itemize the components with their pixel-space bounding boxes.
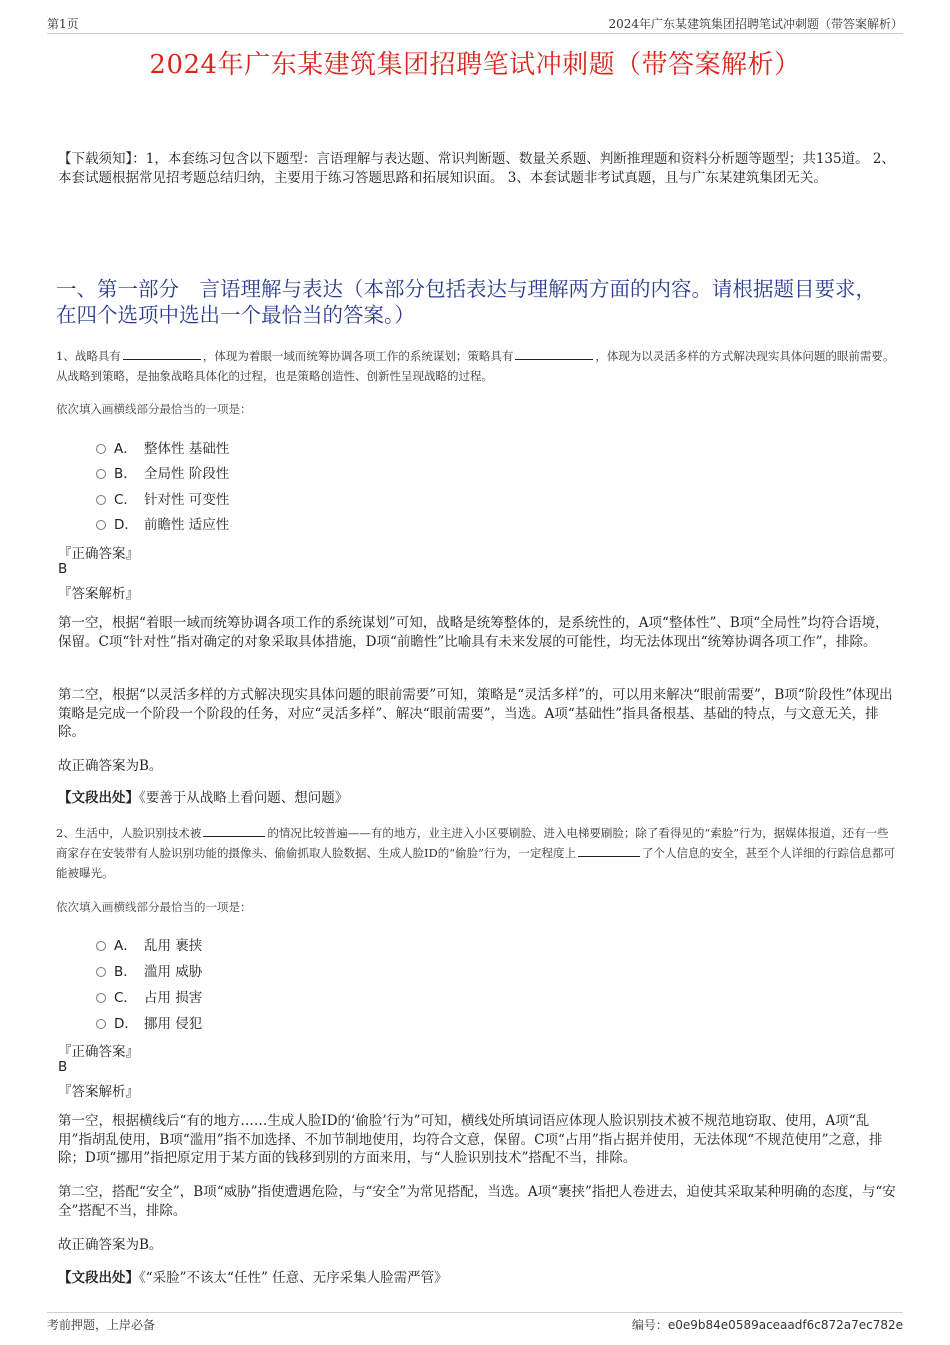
radio-icon[interactable]	[96, 469, 106, 479]
question-2-option-d[interactable]: D． 挪用 侵犯	[96, 1012, 202, 1032]
question-1-option-c[interactable]: C． 针对性 可变性	[96, 488, 229, 508]
answer-value: B	[58, 1059, 68, 1075]
question-2-option-a[interactable]: A． 乱用 裹挟	[96, 934, 202, 954]
footer-slogan: 考前押题，上岸必备	[47, 1318, 156, 1332]
fill-blank	[203, 824, 265, 837]
analysis-conclusion: 故正确答案为B。	[58, 758, 163, 774]
radio-icon[interactable]	[96, 941, 106, 951]
analysis-conclusion: 故正确答案为B。	[58, 1237, 163, 1253]
fill-blank	[578, 844, 640, 857]
text-source: 【文段出处】《“采脸”不该太“任性” 任意、无序采集人脸需严管》	[58, 1270, 448, 1286]
radio-icon[interactable]	[96, 1019, 106, 1029]
radio-icon[interactable]	[96, 967, 106, 977]
question-1-option-d[interactable]: D． 前瞻性 适应性	[96, 513, 229, 533]
document-title: 2024年广东某建筑集团招聘笔试冲刺题（带答案解析）	[149, 50, 801, 80]
analysis-paragraph: 第二空，根据“以灵活多样的方式解决现实具体问题的眼前需要”可知，策略是“灵活多样”的，可以用来解决“眼前需要”，B项“阶段性”体现出策略是完成一个阶段一个阶段的任务，对应“灵活多样”、解决“眼前需要”，当选。A项“基础性”指具备根基、基础的特点，与文意无关，排除。	[58, 687, 893, 740]
analysis-label: 『答案解析』	[58, 586, 139, 602]
answer-value: B	[58, 561, 68, 577]
text-source: 【文段出处】《要善于从战略上看问题、想问题》	[58, 790, 349, 806]
page-number: 第1页	[47, 17, 79, 31]
question-1-option-a[interactable]: A． 整体性 基础性	[96, 437, 229, 457]
analysis-paragraph: 第二空，搭配“安全”，B项“威胁”指使遭遇危险，与“安全”为常见搭配，当选。A项“裹挟”指把人卷进去，迫使其采取某种明确的态度，与“安全”搭配不当，排除。	[58, 1184, 896, 1219]
page-footer	[47, 1312, 903, 1333]
download-notice: 【下载须知】：1，本套练习包含以下题型：言语理解与表达题、常识判断题、数量关系题、判断推理题和资料分析题等题型；共135道。 2、本套试题根据常见招考题总结归纳，主要用于练习答题思路和拓展知识面。 3、本套试题非考试真题，且与广东某建筑集团无关。	[58, 151, 895, 186]
page-header	[47, 13, 903, 34]
question-1-stem: 1、战略具有 ，体现为着眼一域而统筹协调各项工作的系统谋划；策略具有 ，体现为以灵活多样的方式解决现实具体问题的眼前需要。从战略到策略，是抽象战略具体化的过程，也是策略创造性、创新性呈现战略的过程。	[56, 349, 895, 383]
answer-label: 『正确答案』	[58, 546, 139, 562]
footer-code: 编号：e0e9b84e0589aceaadf6c872a7ec782e	[631, 1318, 903, 1332]
radio-icon[interactable]	[96, 444, 106, 454]
analysis-paragraph: 第一空，根据横线后“有的地方……生成人脸ID的‘偷脸’行为”可知，横线处所填词语应体现人脸识别技术被不规范地窃取、使用，A项“乱用”指胡乱使用，B项“滥用”指不加选择、不加节制地使用，均符合文意，保留。C项“占用”指占据并使用，无法体现“不规范使用”之意，排除；D项“挪用”指把原定用于某方面的钱移到别的方面来用，与“人脸识别技术”搭配不当，排除。	[58, 1113, 883, 1166]
section-heading: 一、第一部分 言语理解与表达（本部分包括表达与理解两方面的内容。请根据题目要求，在四个选项中选出一个最恰当的答案。）	[56, 277, 876, 327]
question-1-option-b[interactable]: B． 全局性 阶段性	[96, 462, 229, 482]
radio-icon[interactable]	[96, 495, 106, 505]
question-1-prompt: 依次填入画横线部分最恰当的一项是：	[56, 402, 252, 416]
analysis-paragraph: 第一空，根据“着眼一域而统筹协调各项工作的系统谋划”可知，战略是统筹整体的，是系统性的，A项“整体性”、B项“全局性”均符合语境，保留。C项“针对性”指对确定的对象采取具体措施，D项“前瞻性”比喻具有未来发展的可能性，均无法体现出“统筹协调各项工作”，排除。	[58, 615, 889, 650]
question-2-option-b[interactable]: B． 滥用 威胁	[96, 960, 202, 980]
radio-icon[interactable]	[96, 993, 106, 1003]
fill-blank	[123, 347, 201, 360]
answer-label: 『正确答案』	[58, 1044, 139, 1060]
question-2-option-c[interactable]: C． 占用 损害	[96, 986, 202, 1006]
question-2-prompt: 依次填入画横线部分最恰当的一项是：	[56, 900, 252, 914]
question-2-stem: 2、生活中，人脸识别技术被 的情况比较普遍——有的地方，业主进入小区要刷脸、进入电梯要刷脸；除了看得见的“索脸”行为，据媒体报道，还有一些商家存在安装带有人脸识别功能的摄像头、偷偷抓取人脸数据、生成人脸ID的“偷脸”行为，一定程度上 了个人信息的安全，甚至个人详细的行踪信息都可能被曝光。	[56, 826, 896, 880]
fill-blank	[515, 347, 593, 360]
analysis-label: 『答案解析』	[58, 1084, 139, 1100]
radio-icon[interactable]	[96, 520, 106, 530]
header-doc-title: 2024年广东某建筑集团招聘笔试冲刺题（带答案解析）	[608, 17, 903, 31]
